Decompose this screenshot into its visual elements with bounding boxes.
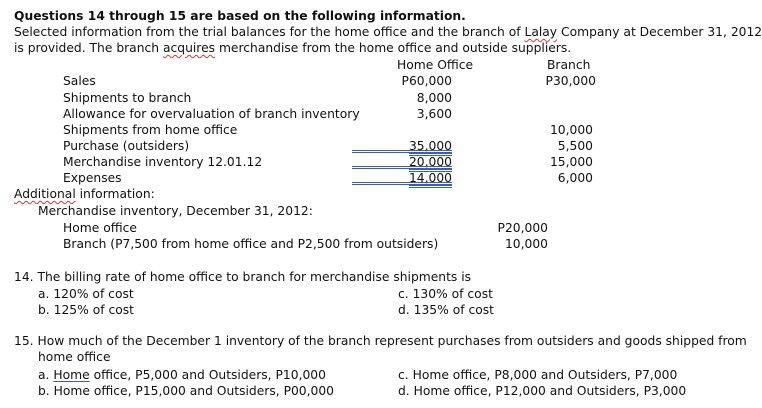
intro-text-2b: merchandise from the home office and outside suppliers. xyxy=(215,41,572,55)
row-label: Expenses xyxy=(63,171,122,185)
row-branch-value: 15,000 xyxy=(549,155,593,169)
underline-rule xyxy=(352,182,452,185)
intro-line-1 xyxy=(14,25,762,40)
q15-choice-a-rest: office, P5,000 and Outsiders, P10,000 xyxy=(89,368,326,382)
additional-word: Additional xyxy=(14,187,76,201)
q15-choice-a xyxy=(38,368,326,383)
inventory-subheading: Merchandise inventory, December 31, 2012: xyxy=(38,204,313,218)
row-home-value: P60,000 xyxy=(401,74,452,88)
row-label: Allowance for overvaluation of branch inventory xyxy=(63,107,360,121)
row-label: Merchandise inventory 12.01.12 xyxy=(63,155,263,169)
question-14: 14. The billing rate of home office to branch for merchandise shipments is xyxy=(14,270,472,284)
row-label: Shipments to branch xyxy=(63,91,192,105)
additional-heading-rest: information: xyxy=(75,187,155,201)
home-value-underlined: 14,000 xyxy=(409,171,452,188)
section-title: Questions 14 through 15 are based on the following information. xyxy=(14,9,466,23)
q15-choice-a-prefix: a. xyxy=(38,368,54,382)
row-home-value: 8,000 xyxy=(416,91,452,105)
row-branch-value: 6,000 xyxy=(557,171,593,185)
q15-choice-a-word: Home xyxy=(53,368,90,382)
misspelled-word: acquires xyxy=(162,41,216,55)
company-name: Lalay xyxy=(524,25,558,39)
intro-text-1b: Company at December 31, 2012 xyxy=(557,25,762,39)
q15-choice-c: c. Home office, P8,000 and Outsiders, P7,000 xyxy=(398,368,678,382)
col-header-home-office: Home Office xyxy=(397,58,474,72)
q15-choice-b: b. Home office, P15,000 and Outsiders, P00,000 xyxy=(38,384,335,398)
row-label: Shipments from home office xyxy=(63,123,238,137)
q14-choice-c: c. 130% of cost xyxy=(398,287,493,301)
home-value-underlined: 20,000 xyxy=(409,155,452,172)
underline-rule xyxy=(352,166,452,169)
underline-rule xyxy=(352,150,452,153)
question-15-line-1: 15. How much of the December 1 inventory of the branch represent purchases from outsiders and goods shipped from xyxy=(14,334,747,348)
home-value-underlined: 35,000 xyxy=(409,139,452,156)
intro-text-2a: is provided. The branch xyxy=(14,41,163,55)
col-header-branch: Branch xyxy=(547,58,591,72)
additional-heading xyxy=(14,187,155,202)
row-branch-value: 5,500 xyxy=(557,139,593,153)
additional-item-label: Home office xyxy=(63,221,137,235)
additional-item-value: 10,000 xyxy=(504,237,548,251)
row-label: Purchase (outsiders) xyxy=(63,139,190,153)
intro-line-2 xyxy=(14,41,571,56)
q15-choice-d: d. Home office, P12,000 and Outsiders, P3,000 xyxy=(398,384,687,398)
row-branch-value: 10,000 xyxy=(549,123,593,137)
q14-choice-a: a. 120% of cost xyxy=(38,287,134,301)
additional-item-label: Branch (P7,500 from home office and P2,500 from outsiders) xyxy=(63,237,439,251)
intro-text-1a: Selected information from the trial balances for the home office and the branch of xyxy=(14,25,525,39)
row-home-value: 3,600 xyxy=(416,107,452,121)
q14-choice-b: b. 125% of cost xyxy=(38,303,134,317)
additional-item-value: P20,000 xyxy=(497,221,548,235)
question-15-line-2: home office xyxy=(38,350,111,364)
row-branch-value: P30,000 xyxy=(545,74,596,88)
row-label: Sales xyxy=(63,74,96,88)
q14-choice-d: d. 135% of cost xyxy=(398,303,494,317)
